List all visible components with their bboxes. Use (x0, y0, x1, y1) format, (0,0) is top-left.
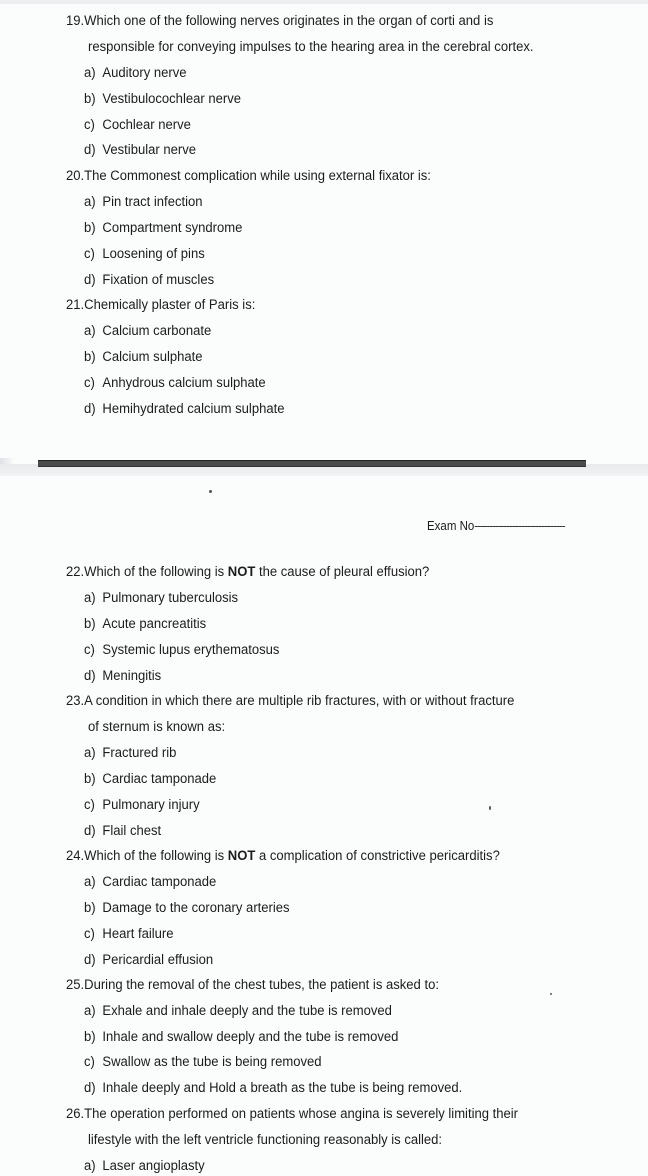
question-24-stem: 24.Which of the following is NOT a complication of constrictive pericarditis? (66, 848, 500, 864)
question-19-option-b: b) Vestibulocochlear nerve (84, 91, 241, 107)
scan-speck (550, 993, 552, 995)
question-21-option-a: a) Calcium carbonate (84, 323, 212, 339)
question-26-stem: 26.The operation performed on patients whose angina is severely limiting their (66, 1106, 519, 1122)
question-24-option-d: d) Pericardial effusion (84, 952, 214, 968)
question-19-option-a: a) Auditory nerve (84, 65, 187, 81)
question-23-stem: 23.A condition in which there are multiple rib fractures, with or without fracture (66, 693, 515, 709)
question-23-stem-cont: of sternum is known as: (88, 719, 226, 735)
question-23-option-b: b) Cardiac tamponade (84, 771, 217, 787)
question-20-option-c: c) Loosening of pins (84, 246, 205, 262)
page-top-edge (0, 0, 648, 4)
question-23-option-a: a) Fractured rib (84, 745, 177, 761)
question-25-option-b: b) Inhale and swallow deeply and the tube is removed (84, 1029, 399, 1045)
question-22-option-b: b) Acute pancreatitis (84, 616, 207, 632)
question-25-stem: 25.During the removal of the chest tubes, the patient is asked to: (66, 977, 439, 993)
question-25-option-a: a) Exhale and inhale deeply and the tube is removed (84, 1003, 392, 1019)
question-20-option-a: a) Pin tract infection (84, 194, 203, 210)
question-22-option-a: a) Pulmonary tuberculosis (84, 590, 239, 606)
question-21-option-d: d) Hemihydrated calcium sulphate (84, 401, 285, 417)
question-19-stem-cont: responsible for conveying impulses to the hearing area in the cerebral cortex. (88, 39, 534, 55)
question-23-option-c: c) Pulmonary injury (84, 797, 200, 813)
question-22-option-c: c) Systemic lupus erythematosus (84, 642, 280, 658)
question-19-stem: 19.Which one of the following nerves originates in the organ of corti and is (66, 13, 494, 29)
question-20-option-b: b) Compartment syndrome (84, 220, 243, 236)
question-21-stem: 21.Chemically plaster of Paris is: (66, 297, 256, 313)
question-20-stem: 20.The Commonest complication while using external fixator is: (66, 168, 431, 184)
scan-speck (489, 806, 491, 810)
exam-number-field: Exam No------------------------------- (427, 519, 565, 533)
question-19-option-c: c) Cochlear nerve (84, 117, 191, 133)
question-22-option-d: d) Meningitis (84, 668, 162, 684)
question-22-stem: 22.Which of the following is NOT the cause of pleural effusion? (66, 564, 430, 580)
question-24-option-a: a) Cardiac tamponade (84, 874, 217, 890)
question-19-option-d: d) Vestibular nerve (84, 142, 197, 158)
page-footer-rule (38, 460, 586, 467)
question-24-option-b: b) Damage to the coronary arteries (84, 900, 290, 916)
question-25-option-c: c) Swallow as the tube is being removed (84, 1054, 322, 1070)
question-25-option-d: d) Inhale deeply and Hold a breath as the tube is being removed. (84, 1080, 463, 1096)
scan-speck (209, 490, 212, 493)
question-26-option-a: a) Laser angioplasty (84, 1158, 205, 1174)
question-24-option-c: c) Heart failure (84, 926, 174, 942)
question-20-option-d: d) Fixation of muscles (84, 272, 215, 288)
question-21-option-b: b) Calcium sulphate (84, 349, 203, 365)
question-26-stem-cont: lifestyle with the left ventricle functioning reasonably is called: (88, 1132, 443, 1148)
question-23-option-d: d) Flail chest (84, 823, 162, 839)
question-21-option-c: c) Anhydrous calcium sulphate (84, 375, 266, 391)
